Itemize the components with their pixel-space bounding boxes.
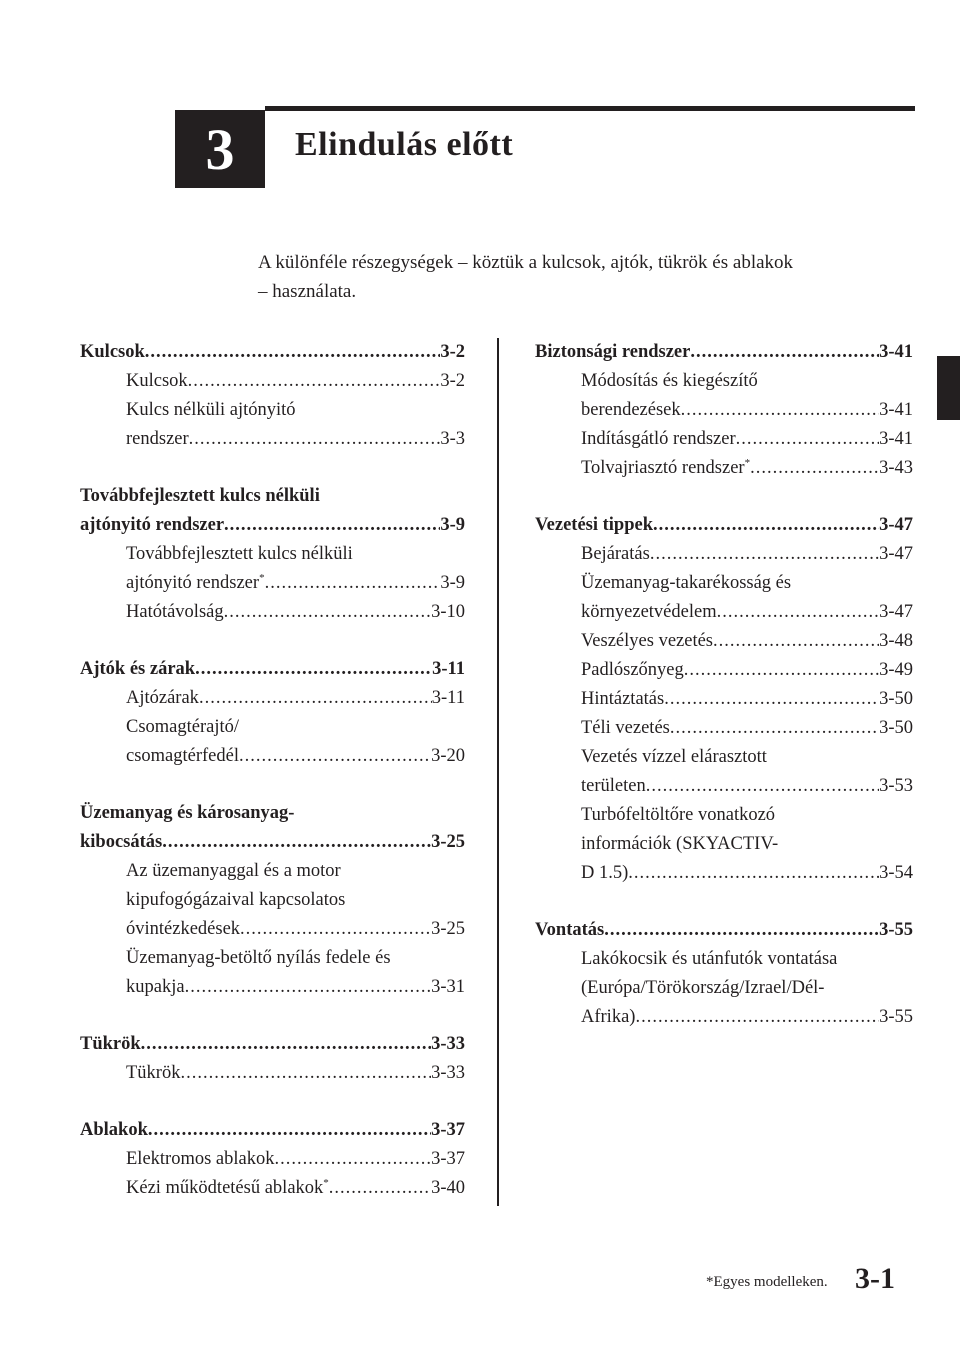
toc-section-tovabbfejlesztett [80, 482, 465, 627]
toc-entry[interactable]: Ajtózárak ..... 3-11 [80, 684, 465, 713]
intro-line: A különféle részegységek – köztük a kulcsok, ajtók, tükrök és ablakok [258, 252, 794, 273]
toc-entry[interactable]: rendszer ..... 3-3 [80, 425, 465, 454]
toc-heading[interactable]: Ajtók és zárak ..... 3-11 [80, 655, 465, 684]
header-rule [265, 106, 915, 111]
column-divider [497, 338, 499, 1206]
toc-entry-line: Turbófeltöltőre vonatkozó [581, 805, 776, 825]
toc-entry[interactable]: D 1.5) ..... 3-54 [535, 859, 913, 888]
toc-entry[interactable]: kupakja ..... 3-31 [80, 973, 465, 1002]
toc-section-biztonsagi [535, 338, 913, 483]
toc-entry[interactable]: ajtónyitó rendszer* ..... 3-9 [80, 569, 465, 598]
toc-entry-line: Továbbfejlesztett kulcs nélküli [126, 544, 353, 564]
toc-entry[interactable]: Indításgátló rendszer ..... 3-41 [535, 425, 913, 454]
toc-entry-line: Üzemanyag-betöltő nyílás fedele és [126, 948, 391, 968]
toc-entry-line: Kulcs nélküli ajtónyitó [126, 400, 296, 420]
chapter-title: Elindulás előtt [295, 126, 514, 163]
toc-section-ajtok [80, 655, 465, 771]
toc-section-kulcsok [80, 338, 465, 454]
toc-entry-line: Üzemanyag-takarékosság és [581, 573, 792, 593]
chapter-side-tab [937, 356, 960, 420]
toc-entry-line: kipufogógázaival kapcsolatos [126, 890, 346, 910]
toc-entry-line: információk (SKYACTIV- [581, 834, 779, 854]
toc-entry-line: Vezetés vízzel elárasztott [581, 747, 767, 767]
chapter-number: 3 [205, 116, 235, 182]
toc-entry[interactable]: Tükrök ..... 3-33 [80, 1059, 465, 1088]
toc-entry-line: Az üzemanyaggal és a motor [126, 861, 341, 881]
toc-heading[interactable]: Vezetési tippek ..... 3-47 [535, 511, 913, 540]
toc-section-vezetesi-tippek [535, 511, 913, 888]
toc-entry[interactable]: csomagtérfedél ..... 3-20 [80, 742, 465, 771]
toc-heading[interactable]: kibocsátás ..... 3-25 [80, 828, 465, 857]
toc-section-ablakok [80, 1116, 465, 1203]
asterisk-mark: * [744, 456, 751, 469]
toc-section-uzemanyag [80, 799, 465, 1002]
footnote: *Egyes modelleken. [706, 1274, 828, 1290]
toc-entry[interactable]: Afrika) ..... 3-55 [535, 1003, 913, 1032]
toc-section-vontatas [535, 916, 913, 1032]
toc-entry[interactable]: Hintáztatás ..... 3-50 [535, 685, 913, 714]
toc-entry[interactable]: Hatótávolság ..... 3-10 [80, 598, 465, 627]
chapter-intro [258, 248, 918, 306]
toc-entry-line: Csomagtérajtó/ [126, 717, 240, 737]
toc-entry[interactable]: Veszélyes vezetés ..... 3-48 [535, 627, 913, 656]
chapter-number-box [175, 110, 265, 188]
toc-entry-line: (Európa/Törökország/Izrael/Dél- [581, 978, 825, 998]
toc-right-column [535, 338, 913, 1060]
toc-entry[interactable]: Elektromos ablakok ..... 3-37 [80, 1145, 465, 1174]
toc-entry[interactable]: Kulcsok ..... 3-2 [80, 367, 465, 396]
toc-left-column [80, 338, 465, 1231]
toc-entry[interactable]: környezetvédelem ..... 3-47 [535, 598, 913, 627]
toc-heading[interactable]: ajtónyitó rendszer ..... 3-9 [80, 511, 465, 540]
toc-heading[interactable]: Kulcsok ..... 3-2 [80, 338, 465, 367]
page-number: 3-1 [855, 1262, 895, 1295]
toc-entry[interactable]: berendezések ..... 3-41 [535, 396, 913, 425]
toc-entry[interactable]: Téli vezetés ..... 3-50 [535, 714, 913, 743]
toc-entry-line: Lakókocsik és utánfutók vontatása [581, 949, 838, 969]
toc-section-tukrok [80, 1030, 465, 1088]
toc-heading-line: Továbbfejlesztett kulcs nélküli [80, 486, 320, 506]
toc-entry[interactable]: Bejáratás ..... 3-47 [535, 540, 913, 569]
intro-line: – használata. [258, 281, 357, 302]
toc-entry[interactable]: Kézi működtetésű ablakok* ..... 3-40 [80, 1174, 465, 1203]
toc-heading[interactable]: Ablakok ..... 3-37 [80, 1116, 465, 1145]
asterisk-mark: * [323, 1176, 329, 1189]
toc-heading-line: Üzemanyag és károsanyag- [80, 803, 295, 823]
toc-heading[interactable]: Biztonsági rendszer ..... 3-41 [535, 338, 913, 367]
toc-heading[interactable]: Vontatás ..... 3-55 [535, 916, 913, 945]
toc-entry[interactable]: Tolvajriasztó rendszer* ..... 3-43 [535, 454, 913, 483]
asterisk-mark: * [259, 571, 265, 584]
toc-entry-line: Módosítás és kiegészítő [581, 371, 758, 391]
toc-heading[interactable]: Tükrök ..... 3-33 [80, 1030, 465, 1059]
toc-entry[interactable]: területen ..... 3-53 [535, 772, 913, 801]
toc-entry[interactable]: óvintézkedések ..... 3-25 [80, 915, 465, 944]
toc-entry[interactable]: Padlószőnyeg ..... 3-49 [535, 656, 913, 685]
